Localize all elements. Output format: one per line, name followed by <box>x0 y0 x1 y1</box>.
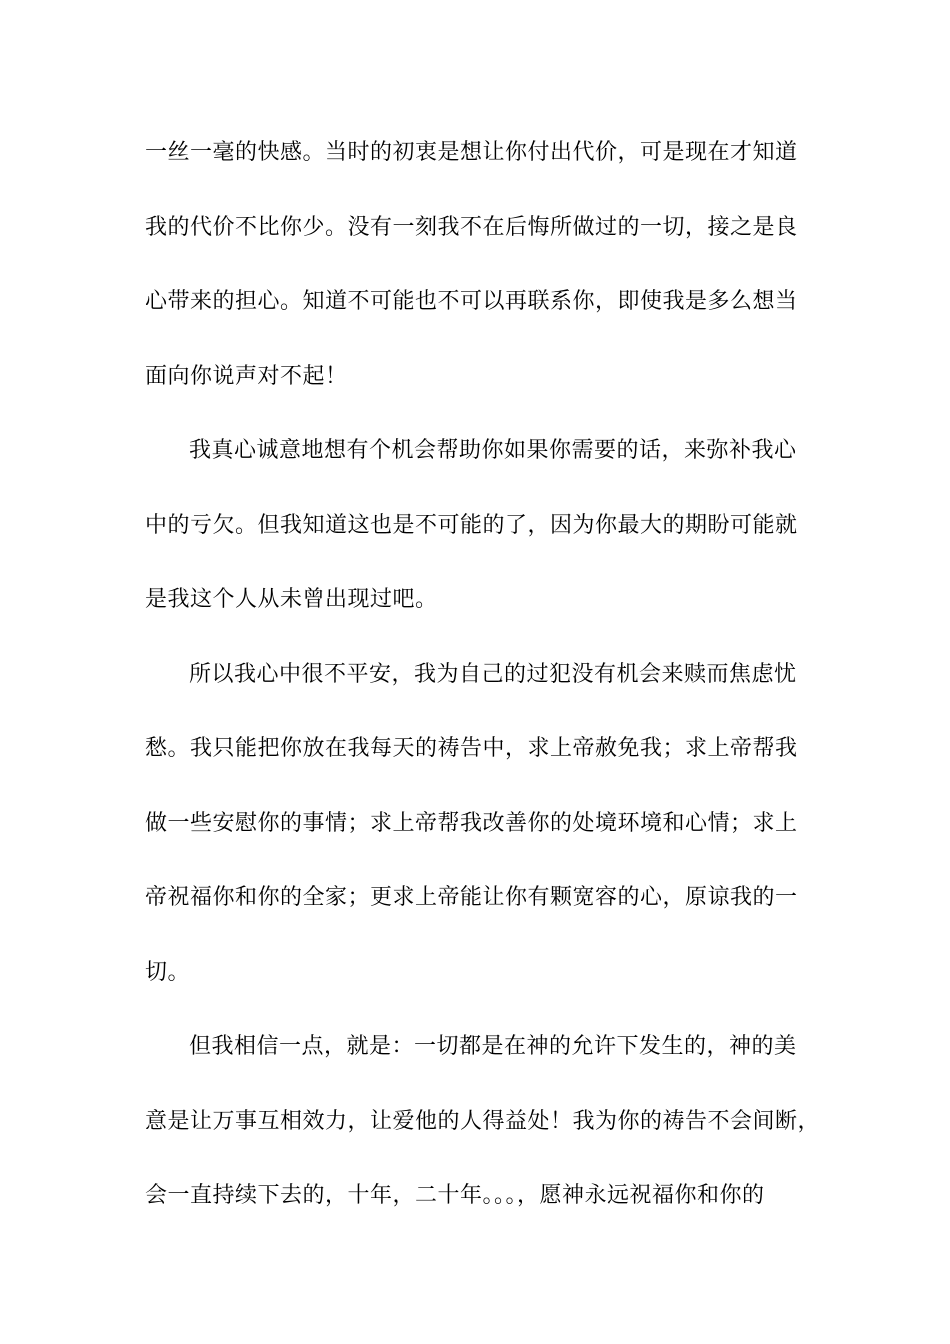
text-line: 我的代价不比你少。没有一刻我不在后悔所做过的一切，接之是良 <box>145 214 798 240</box>
body-text <box>145 131 835 1249</box>
text-line: 面向你说声对不起！ <box>145 363 348 389</box>
text-line: 会一直持续下去的，十年，二十年。。。，愿神永远祝福你和你的 <box>145 1183 765 1208</box>
text-line: 意是让万事互相效力，让爱他的人得益处！我为你的祷告不会间断， <box>145 1108 821 1134</box>
paragraph-first-line: 所以我心中很不平安，我为自己的过犯没有机会来赎而焦虑忧 <box>189 661 797 687</box>
text-line: 帝祝福你和你的全家；更求上帝能让你有颗宽容的心，原谅我的一 <box>145 885 798 910</box>
text-line: 心带来的担心。知道不可能也不可以再联系你，即使我是多么想当 <box>145 289 798 314</box>
text-line: 切。 <box>145 959 191 985</box>
paragraph-first-line: 但我相信一点，就是：一切都是在神的允许下发生的，神的美 <box>189 1034 797 1059</box>
text-line: 做一些安慰你的事情；求上帝帮我改善你的处境环境和心情；求上 <box>145 810 798 836</box>
text-line: 一丝一毫的快感。当时的初衷是想让你付出代价，可是现在才知道 <box>145 140 798 165</box>
text-line: 愁。我只能把你放在我每天的祷告中，求上帝赦免我；求上帝帮我 <box>145 736 798 761</box>
paragraph-first-line: 我真心诚意地想有个机会帮助你如果你需要的话，来弥补我心 <box>189 438 797 463</box>
text-line: 是我这个人从未曾出现过吧。 <box>145 587 438 612</box>
text-line: 中的亏欠。但我知道这也是不可能的了，因为你最大的期盼可能就 <box>145 512 798 538</box>
